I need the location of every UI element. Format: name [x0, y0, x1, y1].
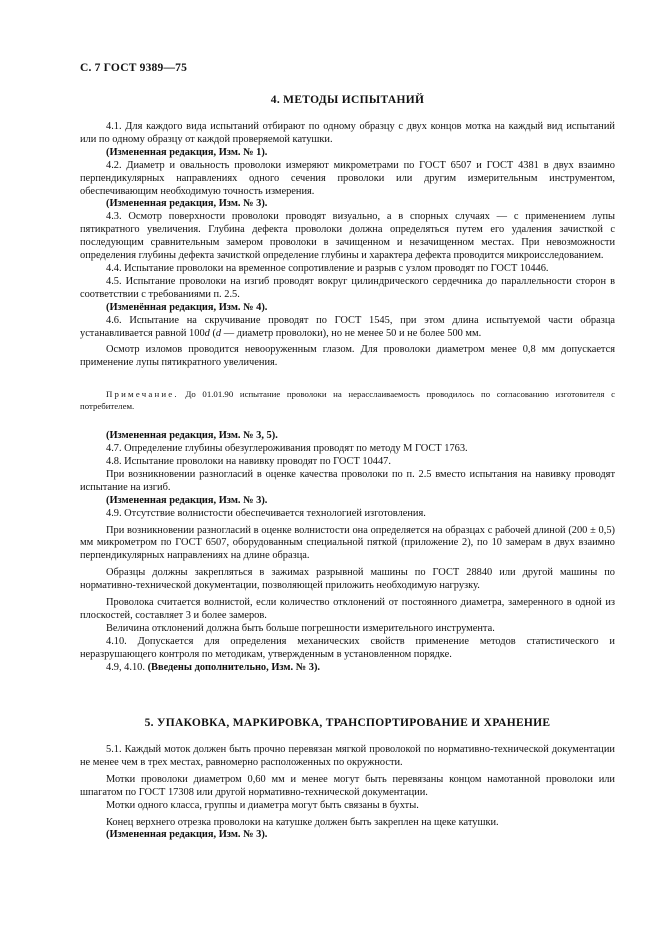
- edition-note: (Измененная редакция, Изм. № 1).: [106, 146, 268, 158]
- paragraph-5-1-spool-end: Конец верхнего отрезка проволоки на катушке должен быть закреплен на щеке катушки.: [106, 816, 499, 828]
- paragraph-4-4: 4.4. Испытание проволоки на временное сопротивление и разрыв с узлом проводят по ГОСТ 10446.: [106, 262, 549, 274]
- paragraph-4-8-dispute: При возникновении разногласий в оценке качества проволоки по п. 2.5 вместо испытания на навивку проводят испытание на изгиб.: [80, 468, 615, 493]
- paragraph-5-1-bundles: Мотки одного класса, группы и диаметра могут быть связаны в бухты.: [106, 799, 419, 811]
- paragraph-4-6-text: (: [209, 327, 216, 339]
- edition-note: (Измененная редакция, Изм. № 3).: [106, 198, 268, 210]
- paragraph-4-9: 4.9. Отсутствие волнистости обеспечивается технологией изготовления.: [106, 507, 426, 519]
- symbol-d: d: [204, 327, 210, 339]
- paragraph-4-10: 4.10. Допускается для определения механических свойств применение методов статистического и неразрушающего контроля по методикам, утвержденным в установленном порядке.: [80, 635, 615, 660]
- section-4-body: [80, 121, 615, 675]
- paragraph-4-6: [80, 315, 615, 341]
- note-text: До 01.01.90 испытание проволоки на нерасслаиваемость проводилось по согласованию изготовителя с потребителем.: [80, 389, 615, 412]
- symbol-d: d: [215, 327, 222, 339]
- paragraph-4-6-text: — диаметр проволоки), но не менее 50 и не более 500 мм.: [221, 327, 482, 339]
- paragraph-4-3: 4.3. Осмотр поверхности проволоки проводят визуально, а в спорных случаях — с применением лупы пятикратного увеличения. Глубина дефекта проволоки должна определяться путем его удаления зачисткой с последующим сравнительным замером проволоки в зачищенном и незачищенном местах. При невозможности определения глубины дефекта зачисткой определение глубины и характера дефекта проводится микроисследованием.: [80, 211, 615, 262]
- note-label: Примечание.: [106, 389, 179, 400]
- paragraph-4-8: 4.8. Испытание проволоки на навивку проводят по ГОСТ 10447.: [106, 456, 391, 468]
- paragraph-5-1-thin-wire: Мотки проволоки диаметром 0,60 мм и менее могут быть перевязаны концом намотанной проволоки или шпагатом по ГОСТ 17308 или другой нормативно-технической документации.: [80, 773, 615, 798]
- paragraph-4-7: 4.7. Определение глубины обезуглероживания проводят по методу М ГОСТ 1763.: [106, 443, 468, 455]
- edition-note: (Измененная редакция, Изм. № 3, 5).: [106, 430, 278, 442]
- paragraph-4-1: 4.1. Для каждого вида испытаний отбирают по одному образцу с двух концов мотка на каждый вид испытаний или по одному образцу от каждой проверяемой катушки.: [80, 121, 615, 145]
- edition-note: (Измененная редакция, Изм. № 3).: [106, 494, 268, 506]
- paragraph-4-6-text: 4.6. Испытание на скручивание проводят по ГОСТ 1545, при этом длина испытуемой части образца устанавливается равной 100: [80, 314, 615, 339]
- paragraph-4-9-deviation: Величина отклонений должна быть больше погрешности измерительного инструмента.: [106, 622, 495, 634]
- page-header: С. 7 ГОСТ 9389—75: [80, 62, 188, 74]
- edition-note: (Измененная редакция, Изм. № 3).: [106, 829, 268, 841]
- section-4-title: 4. МЕТОДЫ ИСПЫТАНИЙ: [270, 94, 425, 106]
- added-note-text: (Введены дополнительно, Изм. № 3).: [147, 661, 320, 673]
- note: [80, 388, 615, 412]
- section-5-title: 5. УПАКОВКА, МАРКИРОВКА, ТРАНСПОРТИРОВАНИЕ И ХРАНЕНИЕ: [144, 717, 551, 729]
- paragraph-4-6-inspection: Осмотр изломов проводится невооруженным глазом. Для проволоки диаметром менее 0,8 мм допускается применение лупы пятикратного увеличения.: [80, 344, 615, 369]
- added-note-ref: 4.9, 4.10.: [106, 661, 148, 673]
- paragraph-5-1: 5.1. Каждый моток должен быть прочно перевязан мягкой проволокой по нормативно-технической документации не менее чем в трех местах, равномерно расположенных по окружности.: [80, 744, 615, 768]
- paragraph-4-2: 4.2. Диаметр и овальность проволоки измеряют микрометрами по ГОСТ 6507 и ГОСТ 4381 в двух взаимно перпендикулярных направлениях одного сечения проволоки или другим измерительным инструментом, обеспечивающим необходимую точность измерения.: [80, 159, 615, 197]
- paragraph-4-9-clamping: Образцы должны закрепляться в зажимах разрывной машины по ГОСТ 28840 или другой машины по нормативно-технической документации, позволяющей приложить необходимую нагрузку.: [80, 567, 615, 592]
- paragraph-added-note: [80, 662, 615, 675]
- paragraph-4-9-waviness: Проволока считается волнистой, если количество отклонений от постоянного диаметра, замеренного в одной из плоскостей, составляет 3 и более замеров.: [80, 597, 615, 621]
- section-5-body: [80, 744, 615, 842]
- paragraph-4-5: 4.5. Испытание проволоки на изгиб проводят вокруг цилиндрического сердечника до параллельности сторон в соответствии с требованиями п. 2.5.: [80, 275, 615, 300]
- paragraph-4-9-dispute: При возникновении разногласий в оценке волнистости она определяется на образцах с рабочей длиной (200 ± 0,5) мм микрометром по ГОСТ 6507, оборудованным специальной пяткой (приложение 2), по 10 замерам в двух взаимно перпендикулярных направлениях на длине образца.: [80, 524, 615, 562]
- edition-note: (Изменённая редакция, Изм. № 4).: [106, 301, 268, 313]
